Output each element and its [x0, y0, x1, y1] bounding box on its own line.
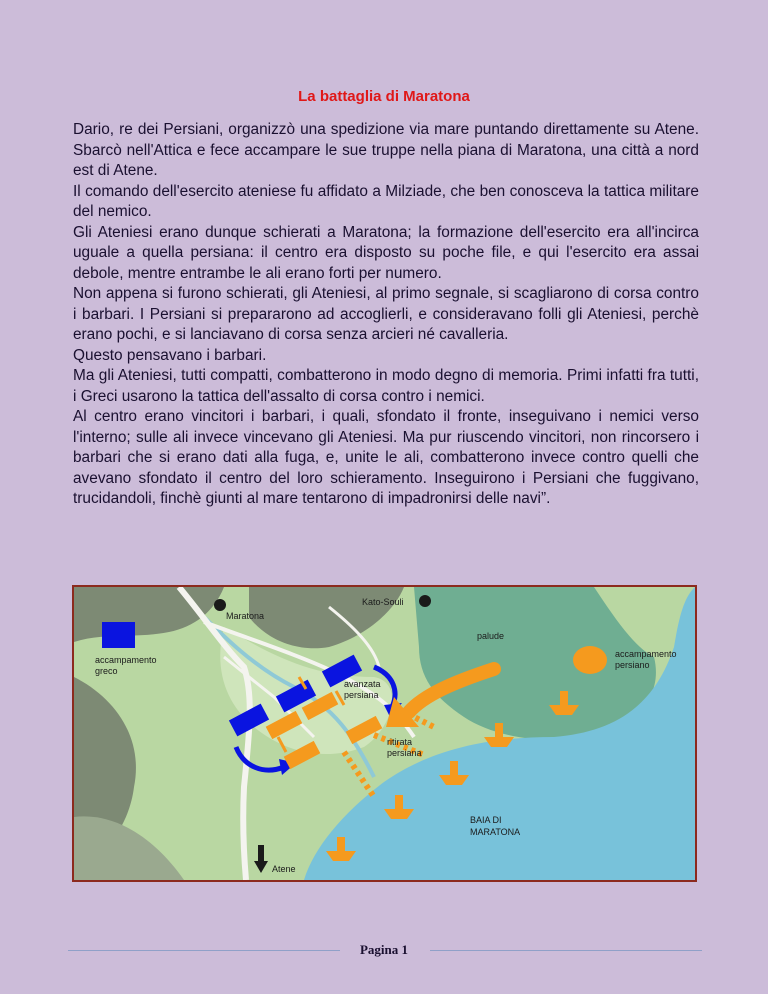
paragraph: Non appena si furono schierati, gli Ateniesi, al primo segnale, si scagliarono di corsa contro i barbari. I Persiani si prepararono ad accoglierli, e consideravano folli gli Ateniesi, perchè erano pochi, e si lanciavano di corsa senza arcieri né cavalleria.: [73, 285, 699, 343]
kato-souli-marker-icon: [419, 595, 431, 607]
atene-arrow-shaft: [258, 845, 264, 861]
label-retreat-line2: persiana: [387, 748, 422, 758]
label-palude: palude: [477, 631, 505, 641]
page-title: La battaglia di Maratona: [298, 88, 470, 105]
paragraph: Al centro erano vincitori i barbari, i quali, sfondato il fronte, inseguivano i nemici verso l'interno; sulle ali invece vincevano gli Ateniesi. Ma pur riuscendo vincitori, non rincorsero i barbari che si erano dati alla fuga, e, unite le ali, combatterono invece contro quelli che avevano sfondato il centro del loro schieramento. Inseguirono i Persiani che fuggivano, trucidandoli, finchè giunti al mare tentarono di impadronirsi delle navi”.: [73, 408, 699, 507]
label-greek-camp-line1: accampamento: [95, 655, 157, 665]
label-persian-camp-line1: accampamento: [615, 649, 677, 659]
label-advance-line1: avanzata: [344, 679, 381, 689]
label-maratona: Maratona: [226, 611, 265, 621]
paragraph: Questo pensavano i barbari.: [73, 346, 267, 364]
battle-map: [72, 585, 697, 882]
label-atene: Atene: [272, 864, 296, 874]
label-bay-line2: MARATONA: [470, 827, 521, 837]
article-body: [73, 120, 699, 510]
page-number: Pagina 1: [359, 942, 409, 957]
label-retreat-line1: ritirata: [387, 737, 413, 747]
maratona-marker-icon: [214, 599, 226, 611]
paragraph: Ma gli Ateniesi, tutti compatti, combatterono in modo degno di memoria. Primi infatti fra tutti, i Greci usarono la tattica dell'assalto di corsa contro i nemici.: [73, 367, 699, 405]
label-bay-line1: BAIA DI: [470, 815, 502, 825]
label-kato-souli: Kato-Souli: [362, 597, 404, 607]
label-persian-camp-line2: persiano: [615, 660, 650, 670]
paragraph: Dario, re dei Persiani, organizzò una spedizione via mare puntando direttamente su Atene. Sbarcò nell'Attica e fece accampare le sue truppe nella piana di Maratona, una città a nord est di Atene.: [73, 121, 699, 179]
label-greek-camp-line2: greco: [95, 666, 118, 676]
paragraph: Il comando dell'esercito ateniese fu affidato a Milziade, che ben conosceva la tattica militare del nemico.: [73, 182, 699, 220]
persian-camp-icon: [573, 646, 607, 674]
label-advance-line2: persiana: [344, 690, 379, 700]
paragraph: Gli Ateniesi erano dunque schierati a Maratona; la formazione dell'esercito era all'incirca uguale a quella persiana: il centro era disposto su poche file, e qui l'esercito era assai debole, mentre entrambe le ali erano forti per numero.: [73, 223, 699, 282]
greek-camp-icon: [102, 622, 135, 648]
battle-map-svg: [74, 587, 695, 880]
